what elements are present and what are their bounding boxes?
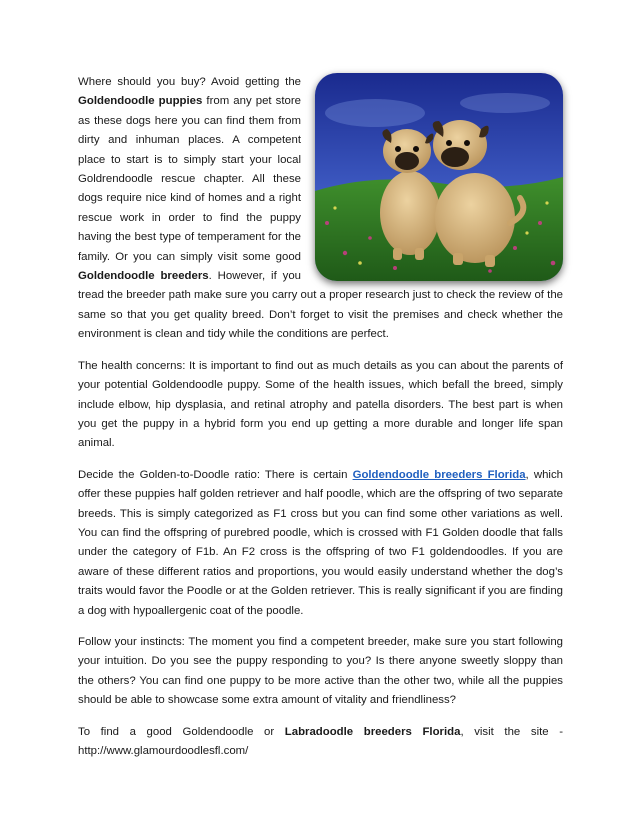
goldendoodle-breeders-florida-link[interactable]: Goldendoodle breeders Florida (352, 468, 526, 481)
p1-text-3: . However, if you tread the breeder path make sure you carry out a proper research just to check the review of the same so that you get quality breed. Don’t forget to visit the premises and check whether the environment is clean and tidy while the conditions are perfect. (78, 270, 563, 341)
p1-bold-goldendoodle-breeders: Goldendoodle breeders (78, 270, 209, 283)
p5-text-1: To find a good Goldendoodle or (78, 725, 285, 738)
p5-bold-labradoodle-breeders: Labradoodle breeders Florida (284, 725, 461, 738)
p1-text-1: Where should you buy? Avoid getting the (78, 76, 301, 88)
paragraph-find-breeder (78, 723, 563, 762)
paragraph-golden-doodle-ratio (78, 466, 563, 621)
p3-text-2: , which offer these puppies half golden retriever and half poodle, which are the offspring of two separate breeds. This is simply categorized as F1 cross but you can find some other variations as well. You can find the offspring of purebred poodle, which is crossed with F1 Golden doodle that falls under the category of F1b. An F2 cross is the offspring of two F1 goldendoodles. If you are aware of these different ratios and proportions, you would easily understand whether the dog’s traits would favor the Poodle or at the Golden retriever. This is really significant if you are finding a dog with hypoallergenic coat of the poodle. (78, 468, 563, 617)
p1-bold-goldendoodle-puppies: Goldendoodle puppies (78, 95, 203, 108)
p3-text-1: Decide the Golden-to-Doodle ratio: There is certain (78, 468, 353, 481)
pug-dogs-photo (315, 73, 563, 281)
p5-text-2: , visit the site - http://www.glamourdoodlesfl.com/ (78, 725, 563, 757)
article-body (78, 73, 563, 773)
paragraph-follow-instincts: Follow your instincts: The moment you find a competent breeder, make sure you start following your intuition. Do you see the puppy responding to you? Is there anyone sweetly sloppy than the others? You can find one puppy to be more active than the other two, while all the puppies should be able to showcase some extra amount of vitality and friendliness? (78, 635, 563, 707)
paragraph-health-concerns: The health concerns: It is important to find out as much details as you can about the parents of your potential Goldendoodle puppy. Some of the health issues, which befall the breed, simply include elbow, hip dysplasia, and retinal atrophy and patella disorders. The best part is when you get the puppy in a hybrid form you end up getting a more durable and longer life span animal. (78, 359, 563, 450)
p1-text-2: from any pet store as these dogs here you can find them from dirty and inhuman places. A competent place to start is to simply start your local Goldrendoodle rescue chapter. All these dogs require nice kind of homes and a right rescue work in order to find the puppy having the best type of temperament for the family. Or you can simply visit some good (78, 95, 301, 263)
